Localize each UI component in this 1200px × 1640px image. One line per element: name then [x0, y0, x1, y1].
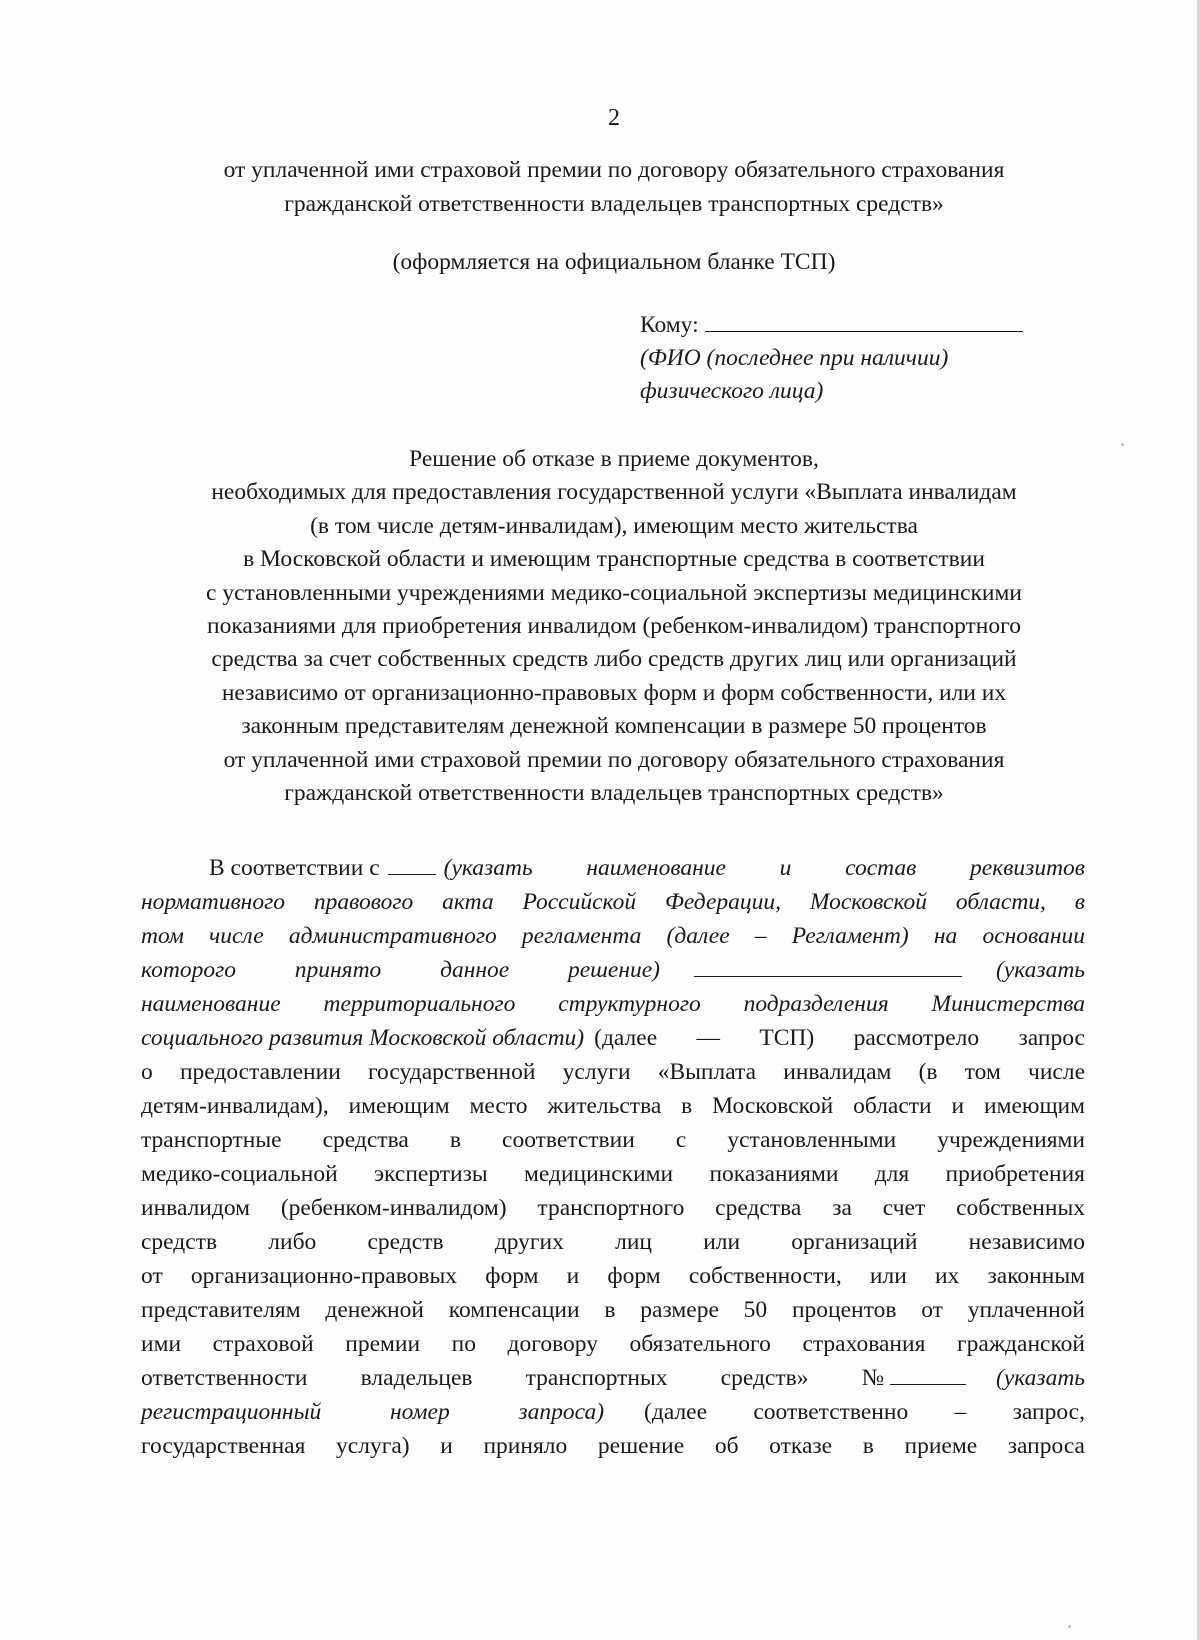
body-hint-fragment: (указать — [996, 1365, 1085, 1391]
header-line: гражданской ответственности владельцев транспортных средств» — [284, 191, 944, 217]
addressee-block — [640, 309, 1070, 408]
body-line: инвалидом (ребенком-инвалидом) транспортного средства за счет собственных — [141, 1195, 1085, 1221]
blank-field — [388, 854, 436, 875]
page-number: 2 — [608, 105, 620, 131]
decision-title-line: показаниями для приобретения инвалидом (ребенком-инвалидом) транспортного — [207, 613, 1021, 640]
decision-title-line: независимо от организационно-правовых форм и форм собственности, или их — [221, 679, 1007, 706]
body-line: государственная услуга) и приняло решение об отказе в приеме запроса — [141, 1433, 1085, 1459]
scan-speck — [1068, 1625, 1071, 1628]
body-line: медико-социальной экспертизы медицинскими показаниями для приобретения — [141, 1161, 1085, 1187]
body-line — [141, 851, 1085, 885]
decision-title-line: необходимых для предоставления государственной услуги «Выплата инвалидам — [211, 479, 1017, 506]
blank-field — [694, 956, 962, 977]
body-line — [141, 1021, 1085, 1055]
body-line: представителям денежной компенсации в размере 50 процентов от уплаченной — [141, 1297, 1085, 1323]
decision-title-line: средства за счет собственных средств либо средств других лиц или организаций — [211, 646, 1017, 673]
decision-title-line: в Московской области и имеющим транспортные средства в соответствии — [243, 546, 985, 573]
body-hint-fragment: которого принято данное решение) — [141, 957, 660, 983]
body-line: том числе административного регламента (далее – Регламент) на основании — [141, 923, 1085, 949]
body-hint-fragment: (указать наименование и состав реквизитов — [443, 855, 1085, 881]
header-continuation — [120, 153, 1108, 221]
body-text-fragment: (далее — ТСП) рассмотрело запрос — [594, 1025, 1085, 1051]
decision-title — [120, 443, 1108, 810]
scan-speck — [1121, 443, 1124, 446]
body-hint-fragment: (указать — [996, 957, 1085, 983]
blank-note: (оформляется на официальном бланке ТСП) — [392, 249, 836, 275]
body-hint-fragment: социального развития Московской области) — [141, 1025, 585, 1051]
body-line: от организационно-правовых форм и форм собственности, или их законным — [141, 1263, 1085, 1289]
body-hint-fragment: регистрационный номер запроса) — [141, 1399, 605, 1425]
body-line: транспортные средства в соответствии с установленными учреждениями — [141, 1127, 1085, 1153]
body-line: о предоставлении государственной услуги «Выплата инвалидам (в том числе — [141, 1059, 1085, 1085]
body-line: нормативного правового акта Российской Федерации, Московской области, в — [141, 889, 1085, 915]
decision-title-line: с установленными учреждениями медико-социальной экспертизы медицинскими — [206, 579, 1022, 606]
body-line — [141, 953, 1085, 987]
body-text-fragment: ответственности владельцев транспортных средств» № — [141, 1365, 884, 1391]
body-line — [141, 1361, 1085, 1395]
body-line — [141, 1395, 1085, 1429]
body-line: средств либо средств других лиц или организаций независимо — [141, 1229, 1085, 1255]
addressee-label: Кому: — [640, 312, 699, 338]
addressee-name-field — [705, 311, 1023, 332]
decision-title-line: (в том числе детям-инвалидам), имеющим место жительства — [310, 512, 918, 539]
header-line: от уплаченной ими страховой премии по договору обязательного страхования — [223, 157, 1005, 183]
addressee-hint-line: (ФИО (последнее при наличии) — [640, 345, 949, 371]
body-text-fragment: В соответствии с — [209, 855, 380, 881]
body-line: ими страховой премии по договору обязательного страхования гражданской — [141, 1331, 1085, 1357]
body-line: наименование территориального структурного подразделения Министерства — [141, 991, 1085, 1017]
decision-title-line: от уплаченной ими страховой премии по договору обязательного страхования — [223, 746, 1005, 773]
blank-field — [890, 1364, 966, 1385]
addressee-row — [640, 309, 1070, 342]
body-paragraph — [141, 851, 1085, 1463]
body-line: детям-инвалидам), имеющим место жительства в Московской области и имеющим — [141, 1093, 1085, 1119]
body-text-fragment: (далее соответственно – запрос, — [644, 1399, 1085, 1425]
decision-title-line: гражданской ответственности владельцев транспортных средств» — [284, 780, 944, 807]
decision-title-line: Решение об отказе в приеме документов, — [409, 446, 819, 472]
addressee-hint-line: физического лица) — [640, 378, 824, 404]
decision-title-line: законным представителям денежной компенсации в размере 50 процентов — [241, 713, 987, 740]
